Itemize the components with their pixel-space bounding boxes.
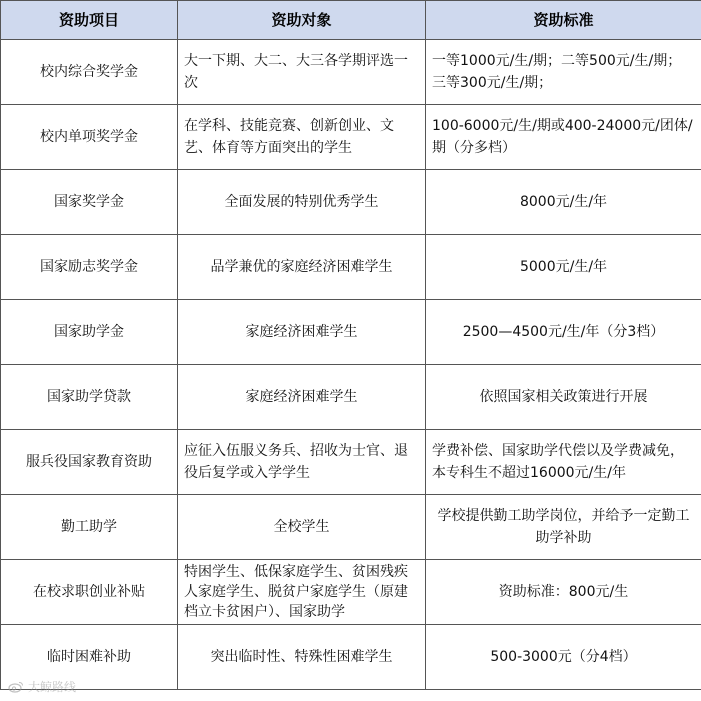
table-row	[1, 300, 701, 365]
cell-target: 家庭经济困难学生	[178, 365, 426, 430]
cell-item: 在校求职创业补贴	[1, 560, 178, 625]
table-header-row	[1, 1, 701, 40]
cell-item: 校内综合奖学金	[1, 40, 178, 105]
cell-target-text: 特困学生、低保家庭学生、贫困残疾人家庭学生、脱贫户家庭学生（原建档立卡贫困户）、国家助学	[184, 564, 408, 620]
cell-item: 临时困难补助	[1, 625, 178, 690]
header-target: 资助对象	[178, 1, 426, 40]
cell-standard: 一等1000元/生/期；二等500元/生/期；三等300元/生/期；	[426, 40, 701, 105]
cell-target: 家庭经济困难学生	[178, 300, 426, 365]
cell-target	[178, 560, 426, 625]
table-row	[1, 365, 701, 430]
table-row	[1, 560, 701, 625]
cell-standard: 依照国家相关政策进行开展	[426, 365, 701, 430]
cell-item: 国家奖学金	[1, 170, 178, 235]
cell-target: 应征入伍服义务兵、招收为士官、退役后复学或入学学生	[178, 430, 426, 495]
cell-target: 品学兼优的家庭经济困难学生	[178, 235, 426, 300]
cell-standard: 资助标准：800元/生	[426, 560, 701, 625]
header-item: 资助项目	[1, 1, 178, 40]
table-row	[1, 40, 701, 105]
cell-target: 突出临时性、特殊性困难学生	[178, 625, 426, 690]
cell-standard: 100-6000元/生/期或400-24000元/团体/期（分多档）	[426, 105, 701, 170]
cell-standard: 学校提供勤工助学岗位，并给予一定勤工助学补助	[426, 495, 701, 560]
cell-item: 校内单项奖学金	[1, 105, 178, 170]
cell-target: 全面发展的特别优秀学生	[178, 170, 426, 235]
table-row	[1, 235, 701, 300]
table-row	[1, 105, 701, 170]
cell-item: 国家助学金	[1, 300, 178, 365]
cell-item: 勤工助学	[1, 495, 178, 560]
cell-item: 国家励志奖学金	[1, 235, 178, 300]
table-row	[1, 430, 701, 495]
cell-standard: 2500—4500元/生/年（分3档）	[426, 300, 701, 365]
cell-target: 全校学生	[178, 495, 426, 560]
cell-item: 国家助学贷款	[1, 365, 178, 430]
table-row	[1, 170, 701, 235]
table-row	[1, 625, 701, 690]
table-row	[1, 495, 701, 560]
watermark-text: 大鲸路线	[28, 680, 77, 694]
cell-target: 在学科、技能竞赛、创新创业、文艺、体育等方面突出的学生	[178, 105, 426, 170]
cell-standard: 500-3000元（分4档）	[426, 625, 701, 690]
cell-standard: 8000元/生/年	[426, 170, 701, 235]
cell-target: 大一下期、大二、大三各学期评选一次	[178, 40, 426, 105]
header-standard: 资助标准	[426, 1, 701, 40]
cell-item: 服兵役国家教育资助	[1, 430, 178, 495]
cell-standard: 5000元/生/年	[426, 235, 701, 300]
cell-standard: 学费补偿、国家助学代偿以及学费减免，本专科生不超过16000元/生/年	[426, 430, 701, 495]
